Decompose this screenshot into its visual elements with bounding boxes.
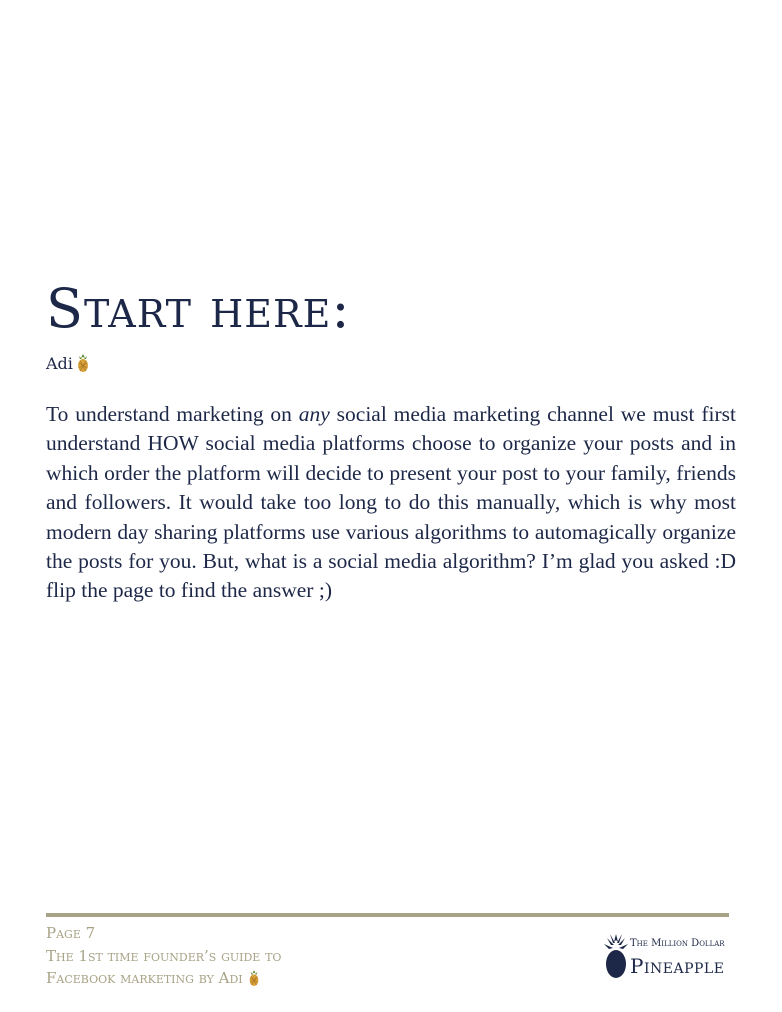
pineapple-icon — [247, 969, 261, 987]
page-title: Start here: — [46, 277, 351, 340]
footer-info — [46, 922, 281, 990]
author-line — [46, 353, 91, 373]
body-emphasis: any — [298, 402, 330, 426]
body-text-part1: To understand marketing on — [46, 402, 299, 426]
brand-tagline: The Million Dollar — [630, 938, 725, 949]
brand-name: Pineapple — [630, 954, 725, 978]
author-name: Adi — [46, 353, 73, 373]
pineapple-logo-icon — [603, 932, 629, 980]
pineapple-icon — [75, 353, 91, 373]
footer-page-number: Page 7 — [46, 924, 96, 942]
footer-guide-line1: The 1st time founder’s guide to — [46, 946, 282, 965]
footer-guide-line2: Facebook marketing by Adi — [46, 969, 243, 987]
footer-divider — [46, 913, 729, 917]
brand-logo — [603, 932, 733, 982]
body-text-part2: social media marketing channel we must first understand HOW social media platforms choose to organize your posts and in which order the platform will decide to present your post to your family, friends and followers. It would take too long to do this manually, which is why most modern day sharing platforms use various algorithms to automagically organize the posts for you. But, what is a social media algorithm? I’m glad you asked :D flip the page to find the answer ;) — [46, 402, 736, 603]
footer-guide-line2-wrap — [46, 967, 281, 990]
body-paragraph — [46, 400, 736, 606]
